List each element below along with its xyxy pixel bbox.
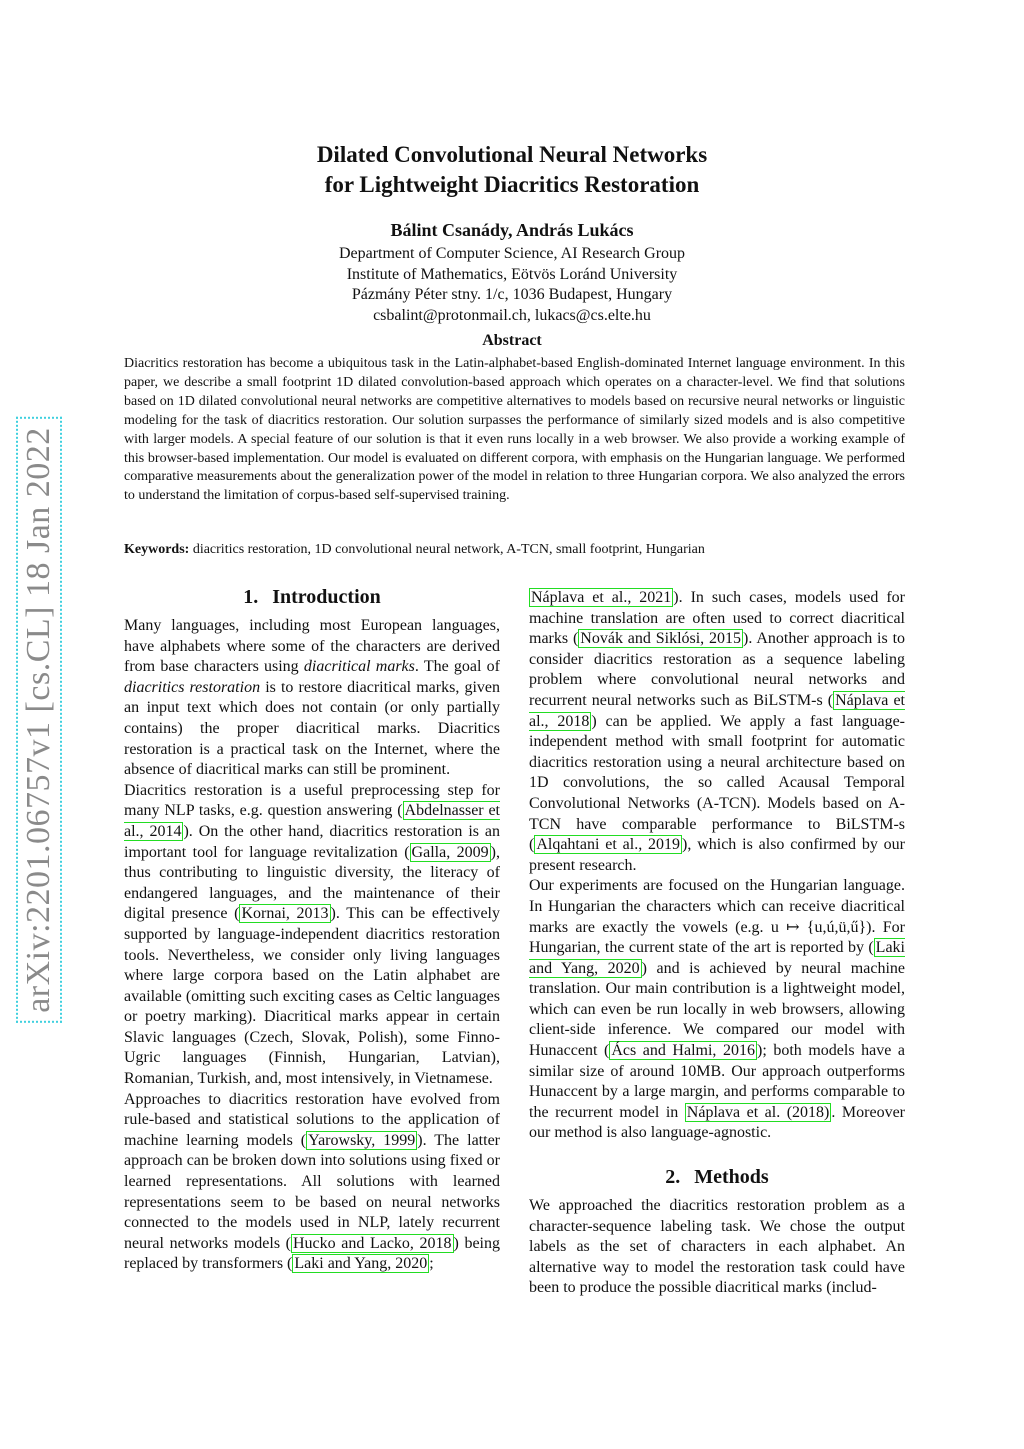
keywords [124,542,905,558]
section-heading-introduction: 1. Introduction [243,586,381,608]
citation-link[interactable]: Laki and Yang, 2020 [529,939,905,977]
paragraph: Diacritics restoration is a useful preprocessing step for many NLP tasks, e.g. question answering ( Abdelnasser et al., 2014 ). On the other hand, diacritics restoration is an important tool for language revitalization ( Galla, 2009 ), thus contributing to linguistic diversity, the literacy of endangered languages, and the maintenance of their digital presence ( Kornai, 2013 ). This can be effectively supported by language-independent diacritics restoration tools. Nevertheless, we consider only living languages where large corpora based on the Latin alphabet are available (omitting such exciting cases as Celtic languages or poetry marking). Diacritical marks appear in certain Slavic languages (Czech, Slovak, Polish), some Finno-Ugric languages (Finnish, Hungarian, Latvian), Romanian, Turkish, and, most intensively, in Vietnamese. [124,781,501,1088]
affiliation-line: Department of Computer Science, AI Research Group [338,245,686,262]
citation-link[interactable]: Náplava et al. (2018) [686,1103,830,1121]
paragraph: Our experiments are focused on the Hungarian language. In Hungarian the characters which can receive diacritical marks are exactly the vowels (e.g. u ↦ {u,ú,ü,ű}). For Hungarian, the current state of the art is reported by ( Laki and Yang, 2020 ) and is achieved by neural machine translation. Our main contribution is a lightweight model, which can even be run locally in web browsers, allowing client-side inference. We compared our model with Hunaccent ( Ács and Halmi, 2016 ); both models have a similar size of around 10MB. Our approach outperforms Hunaccent by a large margin, and performs comparable to the recurrent model in Náplava et al. (2018) . Moreover our method is also language-agnostic. [529,877,906,1142]
title-line-2: for Lightweight Diacritics Restoration [324,172,700,197]
abstract-text: Diacritics restoration has become a ubiquitous task in the Latin-alphabet-based English-dominated Internet language environment. In this paper, we describe a small footprint 1D dilated convolution-based approach which operates on a character-level. We find that solutions based on 1D dilated convolutional neural networks are competitive alternatives to models based on recursive neural networks or linguistic modeling for the task of diacritics restoration. Our solution surpasses the performance of similarly sized models and is also competitive with larger models. A special feature of our solution is that it even runs locally in a web browser. We also provide a working example of this browser-based implementation. Our model is evaluated on different corpora, with emphasis on the Hungarian language. We performed comparative measurements about the generalization power of the model in relation to three Hungarian corpora. We also analyzed the errors to understand the limitation of corpus-based self-supervised training. [124,356,905,504]
right-column [529,588,905,1299]
citation-link[interactable]: Novák and Siklósi, 2015 [580,630,742,648]
citation-link[interactable]: Kornai, 2013 [241,905,329,923]
citation-link[interactable]: Ács and Halmi, 2016 [611,1042,755,1060]
paragraph: We approached the diacritics restoration problem as a character-sequence labeling task. We chose the output labels as the set of characters in each alphabet. An alternative way to model the restoration task could have been to produce the possible diacritical marks (includ- [529,1197,905,1297]
citation-link[interactable]: Alqahtani et al., 2019 [536,836,681,854]
keywords-label: Keywords: [124,542,190,557]
citation-link[interactable]: Náplava et al., 2018 [529,691,905,730]
affiliation-line: Institute of Mathematics, Eötvös Loránd University [346,265,678,283]
arxiv-sidebar [14,420,64,1020]
authors: Bálint Csanády, András Lukács [390,220,634,240]
citation-link[interactable]: Abdelnasser et al., 2014 [124,802,500,840]
paragraph: Approaches to diacritics restoration have evolved from rule-based and statistical solutions to the application of machine learning models ( Yarowsky, 1999 ). The latter approach can be broken down into solutions using fixed or learned representations. All solutions with learned representations seem to be based on neural networks connected to the models used in NLP, lately recurrent neural networks models ( Hucko and Lacko, 2018 ) being replaced by transformers ( Laki and Yang, 2020 ; [124,1090,501,1273]
keywords-text: diacritics restoration, 1D convolutional neural network, A-TCN, small footprint, Hungarian [192,542,705,557]
affiliations [0,244,1024,326]
affiliation-line: Pázmány Péter stny. 1/c, 1036 Budapest, Hungary [351,286,673,304]
paragraph: Náplava et al., 2021 ). In such cases, models used for machine translation are often used to correct diacritical marks ( Novák and Siklósi, 2015 ). Another approach is to consider diacritics restoration as a sequence labeling problem where convolutional neural networks and recurrent neural networks such as BiLSTM-s ( Náplava et al., 2018 ) can be applied. We apply a fast language-independent method with small footprint for automatic diacritics restoration using a neural architecture based on 1D convolutions, the so called Acausal Temporal Convolutional Networks (A-TCN). Models based on A-TCN have comparable performance to BiLSTM-s ( Alqahtani et al., 2019 ), which is also confirmed by our present research. [529,589,906,874]
citation-link[interactable]: Hucko and Lacko, 2018 [292,1234,452,1252]
left-column [124,586,500,1275]
paper-title [0,140,1024,200]
citation-link[interactable]: Náplava et al., 2021 [531,589,672,606]
section-heading-methods: 2. Methods [665,1166,769,1189]
arxiv-identifier: arXiv:2201.06757v1 [cs.CL] 18 Jan 2022 [16,417,62,1023]
citation-link[interactable]: Galla, 2009 [411,843,489,861]
citation-link[interactable]: Laki and Yang, 2020 [294,1255,428,1273]
citation-link[interactable]: Yarowsky, 1999 [308,1131,416,1149]
paragraph: Many languages, including most European languages, have alphabets where some of the characters are derived from base characters using diacritical marks. The goal of diacritics restoration is to restore diacritical marks, given an input text which does not contain (or only partially contains) the proper diacritical marks. Diacritics restoration is a practical task on the Internet, where the absence of diacritical marks can still be prominent. [124,617,500,779]
title-line-1: Dilated Convolutional Neural Networks [316,142,708,167]
author-emails: csbalint@protonmail.ch, lukacs@cs.elte.hu [373,306,651,324]
abstract-heading: Abstract [482,332,542,349]
